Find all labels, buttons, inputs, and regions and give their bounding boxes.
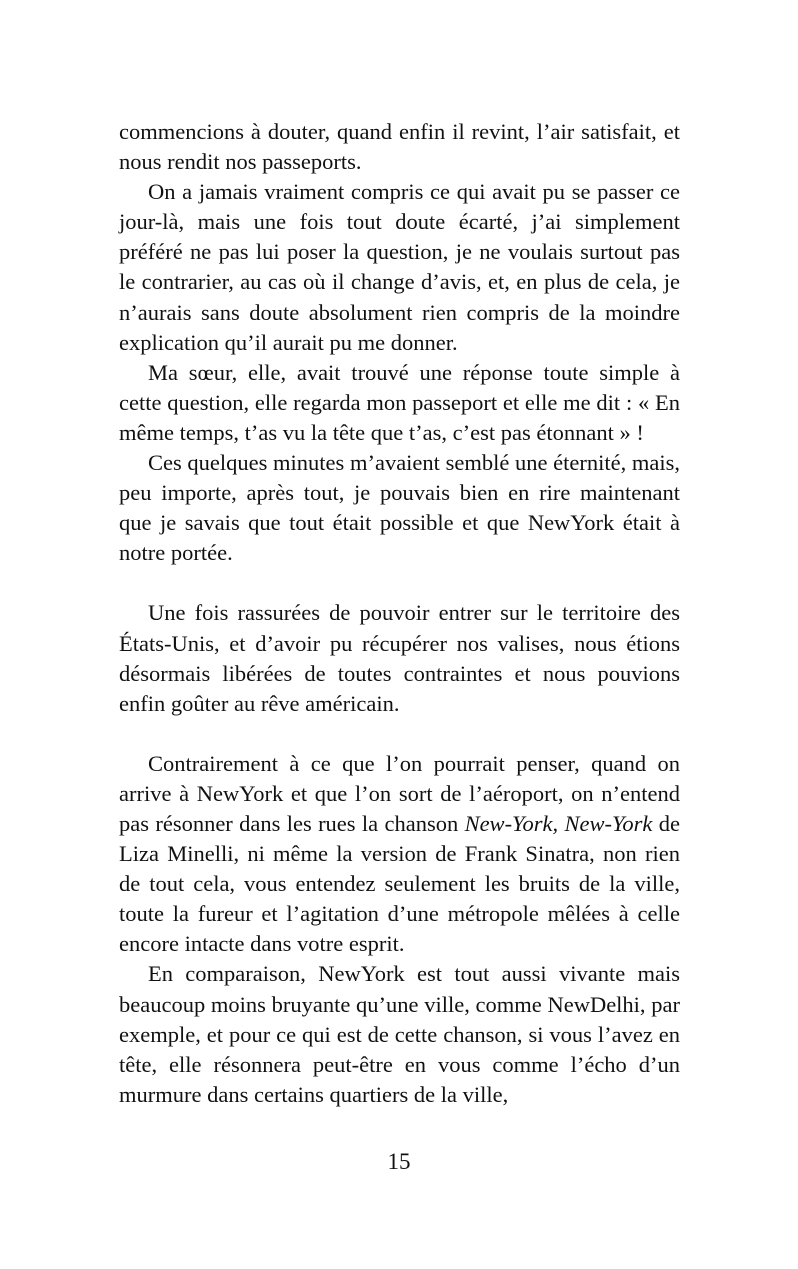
song-text-before: Contrairement à ce que l’on pourrait penser, quand on arrive à NewYork et que l’on sort de l’aéroport, on n’entend pas résonner dans les rues la chanson — [119, 750, 680, 836]
paragraph-american-dream: Une fois rassurées de pouvoir entrer sur le territoire des États-Unis, et d’avoir pu récupérer nos valises, nous étions désormais libérées de toutes contraintes et nous pouvions enfin goûter au rêve américain. — [119, 600, 680, 716]
paragraph-incomprehension: On a jamais vraiment compris ce qui avait pu se passer ce jour-là, mais une fois tout doute écarté, j’ai simplement préféré ne pas lui poser la question, je ne voulais surtout pas le contrarier, au cas où il change d’avis, et, en plus de cela, je n’aurais sans doute absolument rien compris de la moindre explication qu’il aurait pu me donner. — [119, 179, 680, 355]
song-title: New-York, New-York — [464, 810, 653, 836]
paragraph-eternity: Ces quelques minutes m’avaient semblé une éternité, mais, peu importe, après tout, je pouvais bien en rire maintenant que je savais que tout était possible et que NewYork était à notre portée. — [119, 450, 680, 566]
page-number: 15 — [387, 1149, 411, 1174]
paragraph-sister-answer: Ma sœur, elle, avait trouvé une réponse toute simple à cette question, elle regarda mon passeport et elle me dit : « En même temps, t’as vu la tête que t’as, c’est pas étonnant » ! — [119, 359, 680, 445]
paragraph-song — [119, 749, 680, 960]
paragraph-continuation: commencions à douter, quand enfin il revint, l’air satisfait, et nous rendit nos passeports. — [119, 119, 680, 175]
body-text — [119, 117, 680, 1110]
song-text-after: de Liza Minelli, ni même la version de Frank Sinatra, non rien de tout cela, vous entendez seulement les bruits de la ville, toute la fureur et l’agitation d’une métropole mêlées à celle encore intacte dans votre esprit. — [119, 810, 680, 957]
paragraph-comparison: En comparaison, NewYork est tout aussi vivante mais beaucoup moins bruyante qu’une ville, comme NewDelhi, par exemple, et pour ce qui est de cette chanson, si vous l’avez en tête, elle résonnera peut-être en vous comme l’écho d’un murmure dans certains quartiers de la ville, — [119, 961, 680, 1107]
